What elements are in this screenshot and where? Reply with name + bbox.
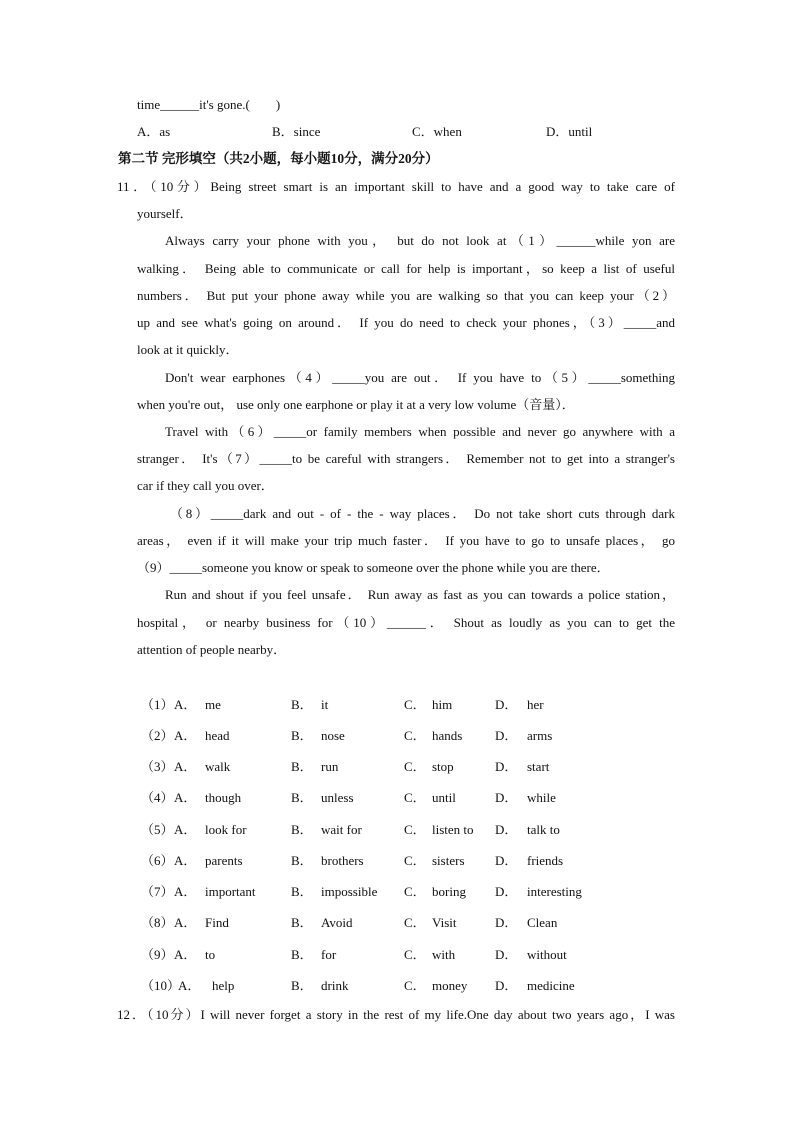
q11-line-14: areas， even if it will make your trip much faster． If you have to go to unsafe places， go (137, 533, 675, 548)
option-letter-d[interactable]: D． (495, 790, 518, 805)
option-letter-d[interactable]: D． (495, 884, 518, 899)
option-choice-c[interactable]: him (432, 697, 453, 712)
option-row-number: （3） (141, 759, 174, 774)
option-letter-d[interactable]: D． (495, 978, 518, 993)
q11-line-16: Run and shout if you feel unsafe． Run away as fast as you can towards a police station， (165, 587, 675, 602)
option-choice-b[interactable]: run (321, 759, 339, 774)
option-letter-c[interactable]: C． (404, 822, 426, 837)
option-letter-d[interactable]: D． (495, 853, 518, 868)
option-letter-b[interactable]: B． (291, 884, 313, 899)
option-letter-b[interactable]: B． (291, 759, 313, 774)
option-choice-c[interactable]: listen to (432, 822, 474, 837)
option-row-number: （4） (141, 790, 174, 805)
option-choice-c[interactable]: hands (432, 728, 463, 743)
option-letter-a[interactable]: A． (174, 884, 197, 899)
option-letter-a[interactable]: A． (174, 947, 197, 962)
q11-line-6: up and see what's going on around． If you do need to check your phones，（3）_____and (137, 315, 675, 330)
option-letter-a[interactable]: A． (174, 697, 197, 712)
prev-option-a[interactable]: A．as (137, 124, 171, 139)
prev-option-b[interactable]: B．since (272, 124, 321, 139)
q11-line-4: walking． Being able to communicate or call for help is important，so keep a list of useful (137, 261, 675, 276)
option-row-number: （5） (141, 822, 174, 837)
q11-line-18: attention of people nearby． (137, 642, 287, 657)
q11-line-5: numbers． But put your phone away while you are walking so that you can keep your（2） (137, 288, 675, 303)
q11-line-2: yourself． (137, 206, 193, 221)
option-letter-b[interactable]: B． (291, 822, 313, 837)
option-letter-c[interactable]: C． (404, 759, 426, 774)
option-choice-c[interactable]: boring (432, 884, 466, 899)
option-letter-b[interactable]: B． (291, 697, 313, 712)
option-letter-c[interactable]: C． (404, 884, 426, 899)
option-letter-c[interactable]: C． (404, 915, 426, 930)
option-choice-d[interactable]: Clean (527, 915, 558, 930)
option-choice-d[interactable]: friends (527, 853, 564, 868)
option-choice-c[interactable]: until (432, 790, 456, 805)
option-row-number: （6） (141, 853, 174, 868)
option-letter-c[interactable]: C． (404, 853, 426, 868)
option-choice-c[interactable]: with (432, 947, 456, 962)
option-choice-b[interactable]: brothers (321, 853, 364, 868)
option-choice-a[interactable]: me (205, 697, 221, 712)
option-choice-c[interactable]: Visit (432, 915, 457, 930)
q11-line-17: hospital， or nearby business for（10）______． Shout as loudly as you can to get the (137, 615, 675, 630)
option-row-number: （9） (141, 947, 174, 962)
option-row-number: （7） (141, 884, 174, 899)
option-choice-a[interactable]: Find (205, 915, 229, 930)
q11-line-10: Travel with（6）_____or family members when possible and never go anywhere with a (165, 424, 675, 439)
option-row-number: （1） (141, 697, 174, 712)
q11-line-7: look at it quickly． (137, 342, 239, 357)
option-choice-a[interactable]: head (205, 728, 230, 743)
option-choice-d[interactable]: medicine (527, 978, 575, 993)
option-choice-b[interactable]: nose (321, 728, 345, 743)
option-choice-a[interactable]: walk (205, 759, 231, 774)
section-title: 第二节 完形填空（共2小题，每小题10分，满分20分） (118, 151, 439, 166)
option-letter-d[interactable]: D． (495, 759, 518, 774)
option-letter-a[interactable]: A． (174, 759, 197, 774)
option-letter-b[interactable]: B． (291, 853, 313, 868)
option-letter-b[interactable]: B． (291, 915, 313, 930)
option-letter-a[interactable]: A． (174, 853, 197, 868)
prev-option-c[interactable]: C．when (412, 124, 462, 139)
option-choice-a[interactable]: though (205, 790, 242, 805)
prev-option-d[interactable]: D．until (546, 124, 593, 139)
option-letter-c[interactable]: C． (404, 728, 426, 743)
option-letter-c[interactable]: C． (404, 697, 426, 712)
option-letter-a[interactable]: A． (174, 915, 197, 930)
option-choice-c[interactable]: sisters (432, 853, 465, 868)
option-letter-d[interactable]: D． (495, 728, 518, 743)
option-letter-d[interactable]: D． (495, 915, 518, 930)
option-choice-d[interactable]: arms (527, 728, 553, 743)
option-choice-d[interactable]: her (527, 697, 544, 712)
option-choice-d[interactable]: without (527, 947, 567, 962)
q11-line-1: 11．（10分）Being street smart is an important skill to have and a good way to take care of (117, 179, 675, 194)
option-letter-b[interactable]: B． (291, 978, 313, 993)
option-letter-b[interactable]: B． (291, 728, 313, 743)
q11-line-8: Don't wear earphones（4）_____you are out． If you have to（5）_____something (165, 370, 675, 385)
option-letter-c[interactable]: C． (404, 978, 426, 993)
option-choice-b[interactable]: for (321, 947, 337, 962)
option-letter-a[interactable]: A． (178, 978, 201, 993)
q11-line-15: （9）_____someone you know or speak to someone over the phone while you are there． (137, 560, 610, 575)
option-letter-a[interactable]: A． (174, 790, 197, 805)
option-row-number: （2） (141, 728, 174, 743)
option-choice-b[interactable]: Avoid (321, 915, 353, 930)
option-choice-a[interactable]: look for (205, 822, 247, 837)
option-letter-c[interactable]: C． (404, 790, 426, 805)
option-letter-d[interactable]: D． (495, 822, 518, 837)
q11-line-3: Always carry your phone with you， but do not look at（1）______while yon are (165, 233, 675, 248)
option-letter-b[interactable]: B． (291, 947, 313, 962)
q12-first-line: 12．（10分）I will never forget a story in the rest of my life.One day about two years ago，I was (117, 1007, 675, 1022)
option-choice-d[interactable]: talk to (527, 822, 560, 837)
option-row-number: （8） (141, 915, 174, 930)
q11-line-9: when you're out， use only one earphone or play it at a very low volume（音量）． (137, 397, 575, 412)
option-choice-a[interactable]: parents (205, 853, 243, 868)
q11-line-13: （8）_____dark and out - of - the - way places． Do not take short cuts through dark (170, 506, 675, 521)
option-choice-a[interactable]: help (212, 978, 235, 993)
q11-line-12: car if they call you over． (137, 478, 274, 493)
option-choice-b[interactable]: it (321, 697, 329, 712)
option-letter-a[interactable]: A． (174, 728, 197, 743)
option-choice-d[interactable]: start (527, 759, 550, 774)
q11-line-11: stranger． It's（7）_____to be careful with strangers． Remember not to get into a stranger's (137, 451, 675, 466)
prev-question-stem: time______it's gone.( ) (137, 97, 281, 112)
option-choice-b[interactable]: drink (321, 978, 349, 993)
option-choice-b[interactable]: unless (321, 790, 354, 805)
option-letter-a[interactable]: A． (174, 822, 197, 837)
option-letter-b[interactable]: B． (291, 790, 313, 805)
option-choice-a[interactable]: to (205, 947, 216, 962)
option-choice-a[interactable]: important (205, 884, 256, 899)
option-letter-c[interactable]: C． (404, 947, 426, 962)
option-letter-d[interactable]: D． (495, 697, 518, 712)
option-choice-c[interactable]: stop (432, 759, 454, 774)
option-choice-d[interactable]: while (527, 790, 556, 805)
option-choice-c[interactable]: money (432, 978, 468, 993)
option-letter-d[interactable]: D． (495, 947, 518, 962)
option-row-number: （10） (141, 978, 181, 993)
option-choice-b[interactable]: wait for (321, 822, 362, 837)
option-choice-d[interactable]: interesting (527, 884, 582, 899)
option-choice-b[interactable]: impossible (321, 884, 378, 899)
